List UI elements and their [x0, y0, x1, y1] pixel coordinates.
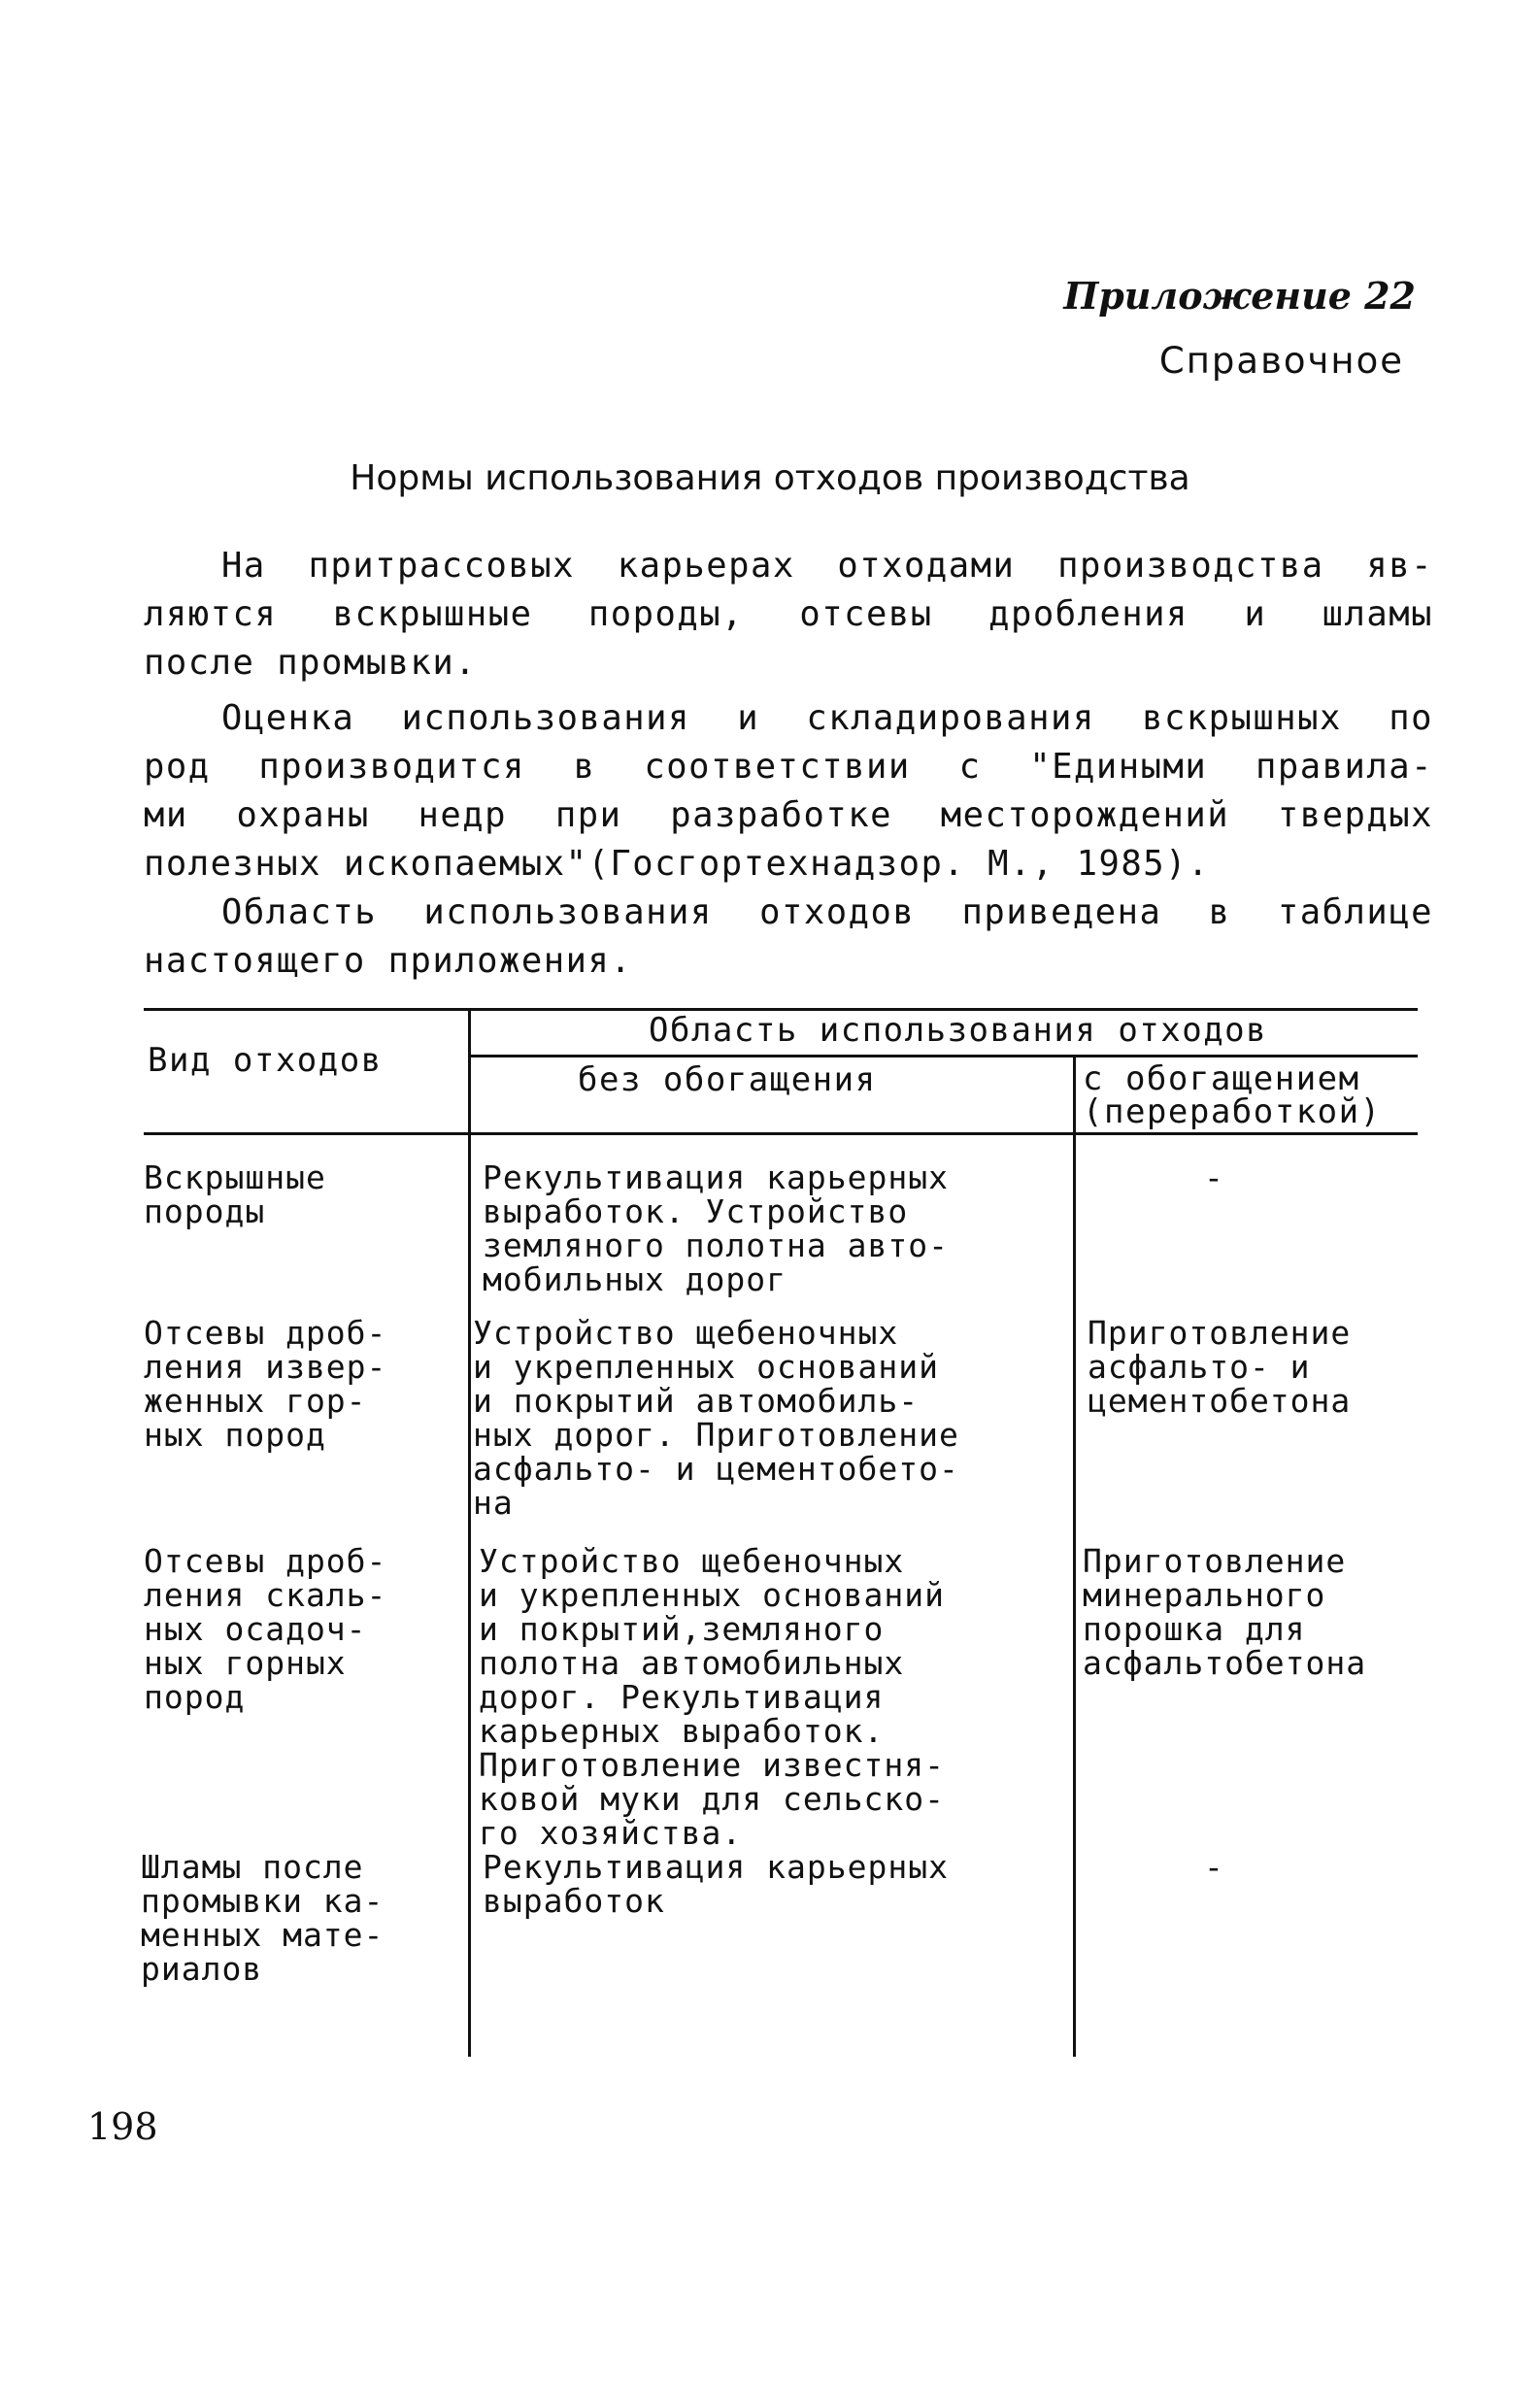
table-row-3-waste: Отсевы дроб- ления скаль- ных осадоч- ных горных пород [144, 1542, 387, 1716]
paragraph-2 [144, 694, 1433, 889]
header-sub-rule [468, 1055, 1418, 1057]
paragraph-line: полезных ископаемых"(Госгортехнадзор. М., 1985). [144, 844, 1210, 884]
table-row-2-with: Приготовление асфальто- и цементобетона [1088, 1314, 1352, 1420]
paragraph-line: Область использования отходов приведена в таблице [221, 892, 1433, 932]
appendix-number: Приложение 22 [1063, 274, 1416, 318]
appendix-type: Справочное [1158, 340, 1404, 382]
column-divider-1 [468, 1008, 471, 2057]
page-number: 198 [87, 2105, 158, 2148]
paragraph-line: ляются вскрышные породы, отсевы дробления и шламы [144, 594, 1433, 634]
paragraph-1 [144, 542, 1433, 688]
table-row-4-with: - [1204, 1848, 1224, 1886]
header-usage-area: Область использования отходов [649, 1011, 1268, 1050]
paragraph-line: Оценка использования и складирования вскрышных по [221, 698, 1433, 738]
header-waste-type: Вид отходов [148, 1041, 383, 1080]
table-row-2-waste: Отсевы дроб- ления извер- женных гор- ных пород [144, 1314, 387, 1454]
table-row-1-with: - [1204, 1158, 1224, 1196]
header-with-enrichment: с обогащением (переработкой) [1083, 1059, 1382, 1131]
column-divider-2 [1073, 1055, 1076, 2057]
paragraph-line: настоящего приложения. [144, 941, 633, 981]
table-row-3-without: Устройство щебеночных и укрепленных оснований и покрытий,земляного полотна автомобильных дорог. Рекультивация карьерных выработок. Приготовление известня- ковой муки для сельско- го хозяйства. [479, 1542, 945, 1852]
table-row-1-waste: Вскрышные породы [144, 1158, 326, 1230]
table-row-3-with: Приготовление минерального порошка для асфальтобетона [1083, 1542, 1367, 1682]
table-row-4-without: Рекультивация карьерных выработок [483, 1848, 949, 1920]
paragraph-line: после промывки. [144, 643, 478, 683]
paragraph-line: На притрассовых карьерах отходами производства яв- [221, 546, 1433, 586]
table-row-2-without: Устройство щебеночных и укрепленных оснований и покрытий автомобиль- ных дорог. Приготовление асфальто- и цементобето- на [473, 1314, 959, 1522]
paragraph-line: род производится в соответствии с "Едиными правила- [144, 747, 1433, 787]
header-without-enrichment: без обогащения [578, 1060, 877, 1099]
table-row-1-without: Рекультивация карьерных выработок. Устройство земляного полотна авто- мобильных дорог [483, 1158, 949, 1298]
table-row-4-waste: Шламы после промывки ка- менных мате- риалов [141, 1848, 385, 1988]
document-title: Нормы использования отходов производства [350, 458, 1190, 498]
header-bottom-rule [144, 1132, 1418, 1135]
paragraph-3 [144, 889, 1433, 986]
paragraph-line: ми охраны недр при разработке месторождений твердых [144, 795, 1433, 835]
